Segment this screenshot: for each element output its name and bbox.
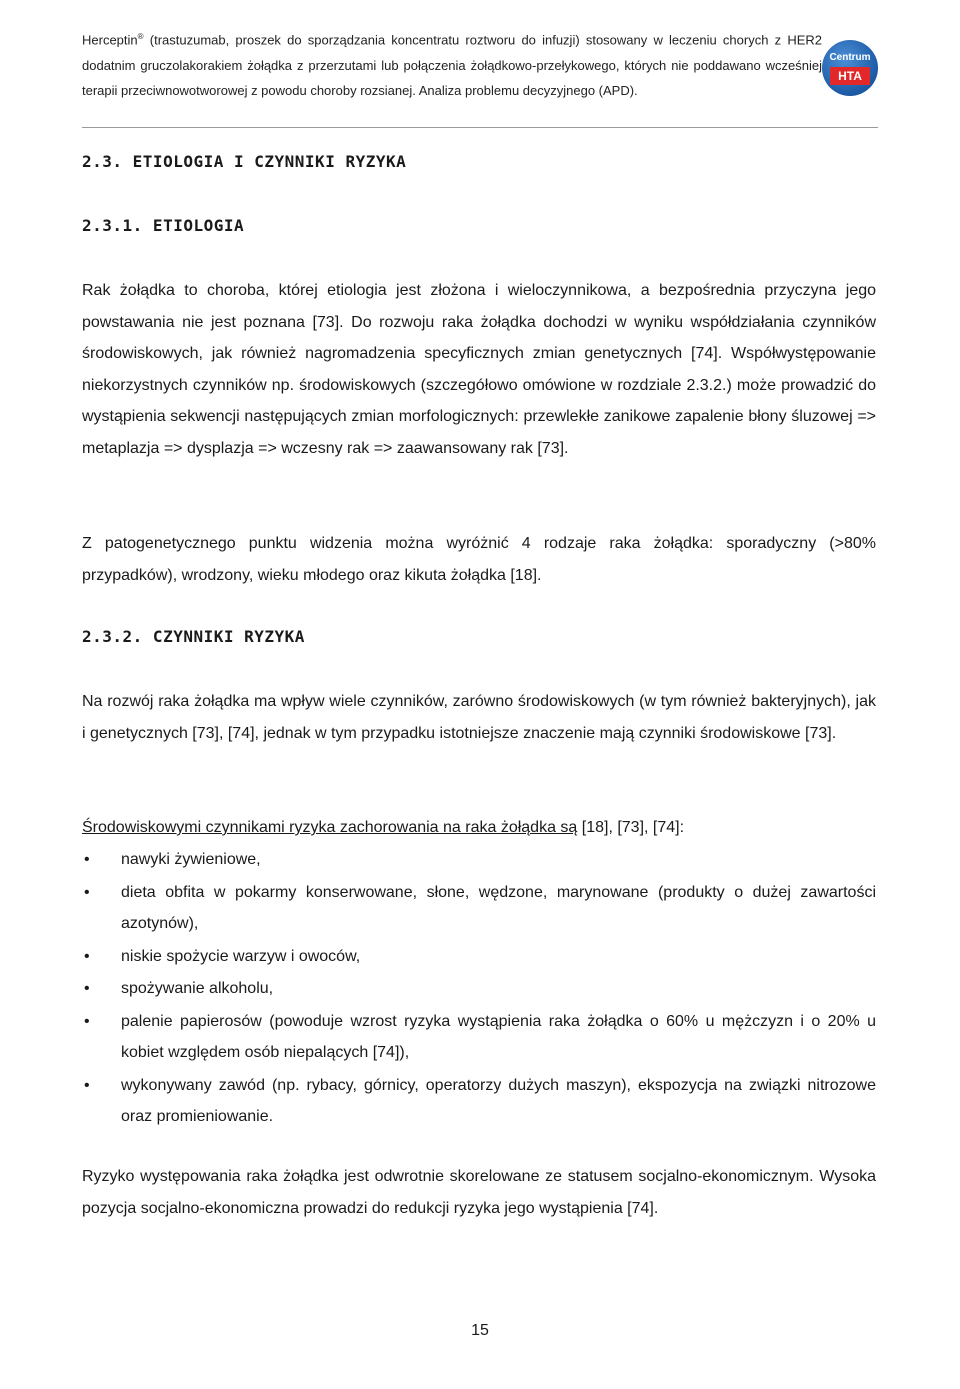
paragraph-etiology: Rak żołądka to choroba, której etiologia jest złożona i wieloczynnikowa, a bezpośrednia przyczyna jego powstawania nie jest poznana [73]. Do rozwoju raka żołądka dochodzi w wyniku współdziałania czynników środowiskowych, jak również nagromadzenia specyficznych zmian genetycznych [74]. Współwystępowanie niekorzystnych czynników np. środowiskowych (szczegółowo omówione w rozdziale 2.3.2.) może prowadzić do wystąpienia sekwencji następujących zmian morfologicznych: przewlekłe zanikowe zapalenie błony śluzowej => metaplazja => dysplazja => wczesny rak => zaawansowany rak [73].: [82, 282, 876, 457]
paragraph-socioeconomic: Ryzyko występowania raka żołądka jest odwrotnie skorelowane ze statusem socjalno-ekonomicznym. Wysoka pozycja socjalno-ekonomiczna prowadzi do redukcji ryzyka jego wystąpienia [74].: [82, 1168, 876, 1217]
paragraph-risk-factors: Na rozwój raka żołądka ma wpływ wiele czynników, zarówno środowiskowych (w tym również bakteryjnych), jak i genetycznych [73], [74], jednak w tym przypadku istotniejsze znaczenie mają czynniki środowiskowe [73].: [82, 693, 876, 742]
header-divider: [82, 127, 878, 128]
list-item: • palenie papierosów (powoduje wzrost ryzyka wystąpienia raka żołądka o 60% u mężczyzn i o 20% u kobiet względem osób niepalących [74]),: [82, 1006, 876, 1069]
bullet-icon: •: [84, 947, 90, 965]
list-item: • spożywanie alkoholu,: [82, 973, 876, 1005]
list-intro: [82, 812, 876, 844]
subsection-heading-etiologia: 2.3.1. ETIOLOGIA: [82, 216, 245, 235]
list-item: • wykonywany zawód (np. rybacy, górnicy, operatorzy dużych maszyn), ekspozycja na związki nitrozowe oraz promieniowanie.: [82, 1070, 876, 1133]
paragraph-pathogenesis: Z patogenetycznego punktu widzenia można wyróżnić 4 rodzaje raka żołądka: sporadyczny (>80% przypadków), wrodzony, wieku młodego oraz kikuta żołądka [18].: [82, 535, 876, 584]
running-header: [82, 24, 822, 104]
logo-top-text: Centrum: [829, 52, 871, 63]
bullet-icon: •: [84, 851, 90, 868]
bullet-icon: •: [84, 980, 90, 997]
list-intro-text: Środowiskowymi czynnikami ryzyka zachorowania na raka żołądka są: [82, 819, 578, 836]
bullet-icon: •: [84, 1076, 90, 1094]
list-item: • nawyki żywieniowe,: [82, 844, 876, 876]
page-number: 15: [471, 1322, 489, 1339]
centrum-hta-logo: [822, 40, 878, 96]
header-brand: Herceptin: [82, 32, 138, 48]
list-intro-refs: [18], [73], [74]:: [577, 819, 685, 836]
list-item: • niskie spożycie warzyw i owoców,: [82, 941, 876, 973]
risk-factor-list: [82, 844, 876, 1133]
bullet-icon: •: [84, 883, 90, 901]
header-text: (trastuzumab, proszek do sporządzania koncentratu roztworu do infuzji) stosowany w leczeniu chorych z HER2 dodatnim gruczolakorakiem żołądka z przerzutami lub połączenia żołądkowo-przełykowego, których nie poddawano wcześniej terapii przeciwnowotworowej z powodu choroby rozsianej. Analiza problemu decyzyjnego (APD).: [82, 32, 822, 99]
bullet-icon: •: [84, 1012, 90, 1030]
list-item: • dieta obfita w pokarmy konserwowane, słone, wędzone, marynowane (produkty o dużej zawartości azotynów),: [82, 877, 876, 940]
registered-mark: ®: [137, 32, 144, 41]
section-heading: 2.3. ETIOLOGIA I CZYNNIKI RYZYKA: [82, 152, 407, 171]
logo-bottom-text: HTA: [830, 67, 870, 85]
subsection-heading-risk-factors: 2.3.2. CZYNNIKI RYZYKA: [82, 627, 305, 646]
